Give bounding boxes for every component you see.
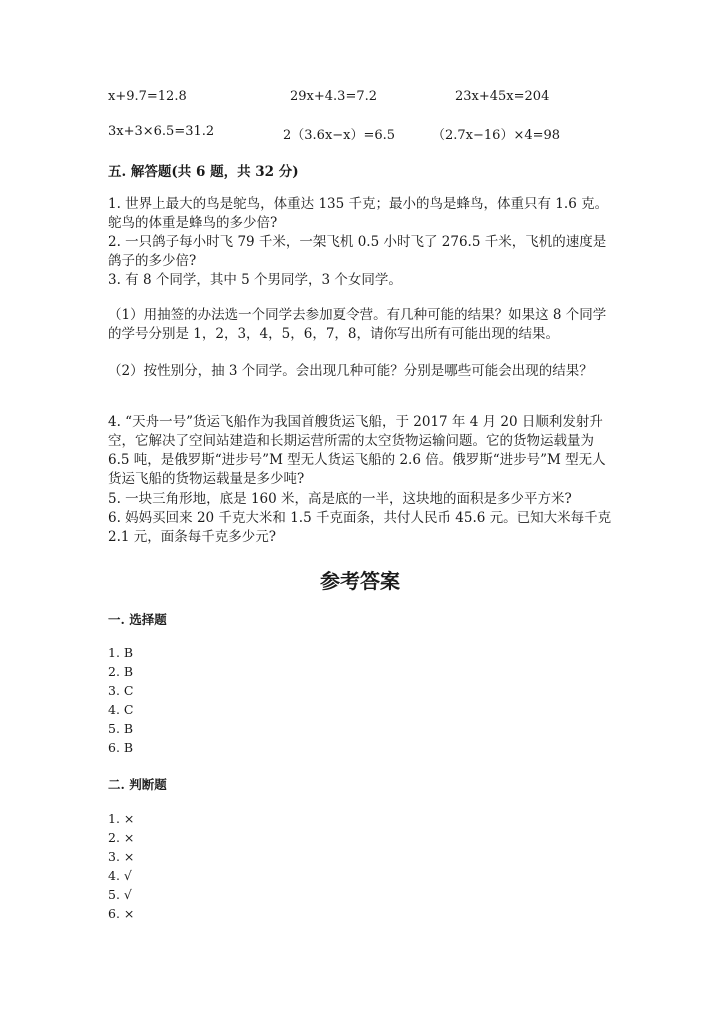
choice-answer: 2. B: [108, 664, 134, 679]
question-3-part-2: （2）按性别分，抽 3 个同学。会出现几种可能？分别是哪些可能会出现的结果？: [108, 363, 593, 379]
choice-answer: 5. B: [108, 721, 134, 736]
judge-answer: 3. ×: [108, 849, 135, 864]
question-1: 1. 世界上最大的鸟是鸵鸟，体重达 135 千克；最小的鸟是蜂鸟，体重只有 1.6 克。鸵鸟的体重是蜂鸟的多少倍?: [108, 196, 609, 231]
equation-4: 3x+3×6.5=31.2: [108, 124, 215, 139]
section-5-heading: 五. 解答题(共 6 题，共 32 分): [108, 164, 299, 180]
question-4: 4. “天舟一号”货运飞船作为我国首艘货运飞船，于 2017 年 4 月 20 日顺利发射升空，它解决了空间站建造和长期运营所需的太空货物运输问题。它的货物运载量为 6.5 吨，是俄罗斯“进步号”M 型无人货运飞船的 2.6 倍。俄罗斯“进步号”M 型无人货运飞船的货物运载量是多少吨?: [108, 414, 606, 487]
judge-answer: 5. √: [108, 887, 132, 902]
choice-answer-list: [108, 643, 133, 757]
judge-answer: 1. ×: [108, 811, 135, 826]
choice-answer: 1. B: [108, 645, 134, 660]
equation-6: （2.7x−16）×4=98: [432, 128, 561, 143]
choice-answer: 3. C: [108, 683, 134, 698]
judge-answer: 4. √: [108, 868, 132, 883]
judge-section-heading: 二. 判断题: [108, 777, 167, 792]
choice-answer: 6. B: [108, 740, 134, 755]
judge-answer: 2. ×: [108, 830, 135, 845]
equation-5: 2（3.6x−x）=6.5: [283, 128, 396, 143]
answer-key-title: 参考答案: [320, 569, 400, 593]
equation-3: 23x+45x=204: [455, 89, 550, 104]
judge-answer: 6. ×: [108, 906, 135, 921]
question-3: 3. 有 8 个同学，其中 5 个男同学，3 个女同学。: [108, 272, 402, 288]
question-5: 5. 一块三角形地，底是 160 米，高是底的一半，这块地的面积是多少平方米?: [108, 491, 572, 507]
question-3-part-1: （1）用抽签的办法选一个同学去参加夏令营。有几种可能的结果？如果这 8 个同学的学号分别是 1，2，3，4，5，6，7，8，请你写出所有可能出现的结果。: [108, 307, 607, 342]
choice-answer: 4. C: [108, 702, 134, 717]
question-6: 6. 妈妈买回来 20 千克大米和 1.5 千克面条，共付人民币 45.6 元。已知大米每千克 2.1 元，面条每千克多少元?: [108, 510, 612, 545]
choice-section-heading: 一. 选择题: [108, 612, 167, 627]
equation-2: 29x+4.3=7.2: [290, 89, 378, 104]
question-2: 2. 一只鸽子每小时飞 79 千米，一架飞机 0.5 小时飞了 276.5 千米，飞机的速度是鸽子的多少倍?: [108, 234, 607, 269]
judge-answer-list: [108, 809, 134, 923]
equation-1: x+9.7=12.8: [108, 89, 187, 104]
